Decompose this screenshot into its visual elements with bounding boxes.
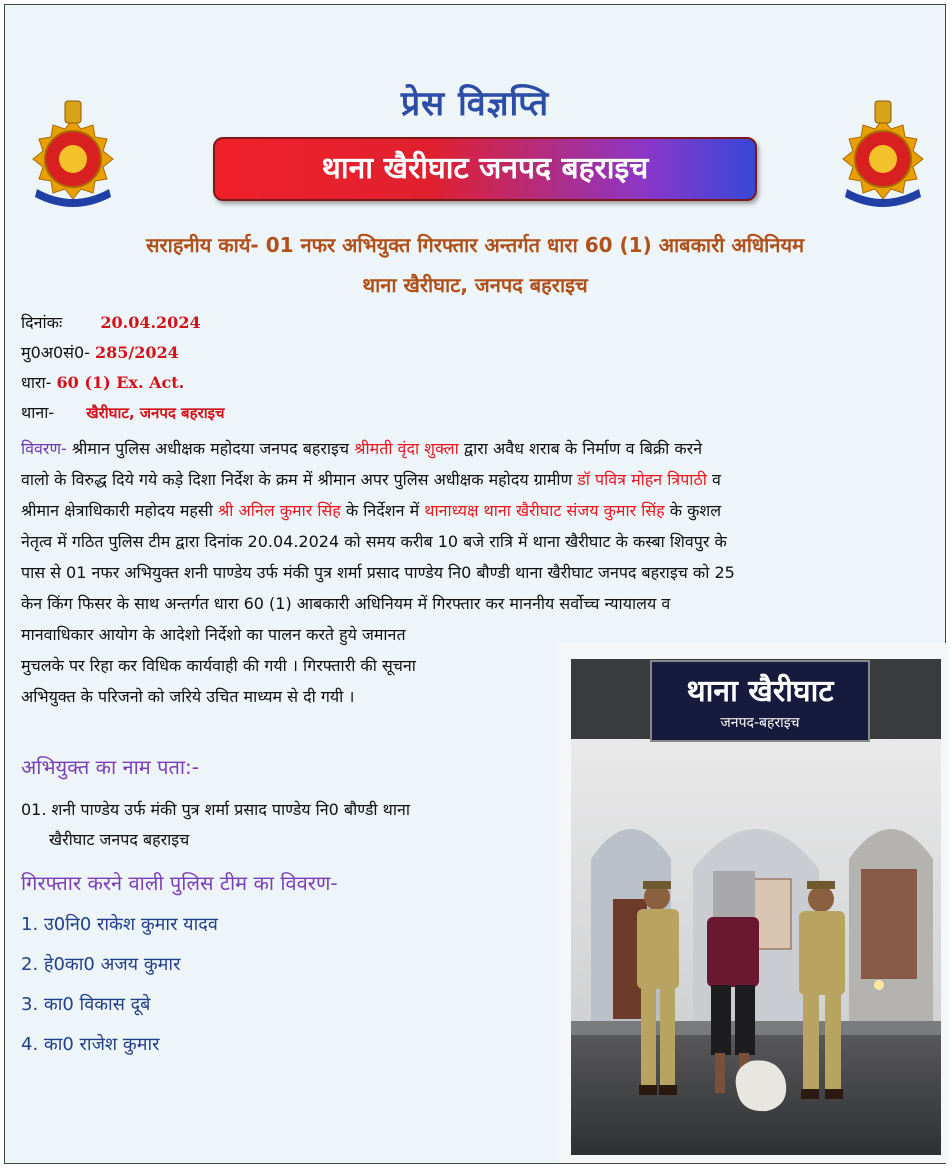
team-member: 3. का0 विकास दूबे [21,994,151,1015]
accused-address: खैरीघाट जनपद बहराइच [49,830,190,849]
description-text: व [706,470,721,489]
description-line [21,433,943,464]
team-heading: गिरफ्तार करने वाली पुलिस टीम का विवरण- [21,871,338,895]
description-line: केन किंग फिसर के साथ अन्तर्गत धारा 60 (1) आबकारी अधिनियम में गिरफ्तार कर माननीय सर्वोच्च न्यायालय व [21,594,671,613]
police-station-banner: थाना खैरीघाट जनपद बहराइच [213,137,757,201]
date-label: दिनांकः [21,313,63,332]
description-text: वालो के विरुद्ध दिये गये कड़े दिशा निर्देश के क्रम में श्रीमान अपर पुलिस अधीक्षक महोदय ग्रामीण [21,470,578,489]
accused-heading: अभियुक्त का नाम पता:- [21,755,199,779]
description-text: श्रीमान क्षेत्राधिकारी महोदय महसी [21,501,218,520]
description-text: द्वारा अवैध शराब के निर्माण व बिक्री करने [458,439,703,458]
team-member: 4. का0 राजेश कुमार [21,1034,160,1055]
sp-name: श्रीमती वृंदा शुक्ला [354,439,459,458]
description-line: पास से 01 नफर अभियुक्त शनी पाण्डेय उर्फ मंकी पुत्र शर्मा प्रसाद पाण्डेय नि0 बौण्डी थाना खैरीघाट जनपद बहराइच को 25 [21,563,735,582]
description-text: श्रीमान पुलिस अधीक्षक महोदया जनपद बहराइच [66,439,355,458]
press-release-title: प्रेस विज्ञप्ति [400,84,550,124]
description-line [21,495,943,526]
section-row [21,371,184,393]
date-value: 20.04.2024 [100,313,201,332]
accused-number: 01. [21,800,47,819]
police-station-photo [571,659,941,1155]
accused-entry [21,795,410,855]
station-value: खैरीघाट, जनपद बहराइच [86,404,225,422]
section-value: 60 (1) Ex. Act. [56,373,185,392]
arrest-photo [571,659,941,1155]
date-row [21,311,201,333]
station-row [21,401,224,423]
description-label: विवरण- [21,439,67,458]
achievement-headline: सराहनीय कार्य- 01 नफर अभियुक्त गिरफ्तार अन्तर्गत धारा 60 (1) आबकारी अधिनियम [145,233,805,257]
sign-title: थाना खैरीघाट [686,674,834,709]
co-name: श्री अनिल कुमार सिंह [217,501,341,520]
station-subheading: थाना खैरीघाट, जनपद बहराइच [362,273,588,297]
description-line: नेतृत्व में गठित पुलिस टीम द्वारा दिनांक 20.04.2024 को समय करीब 10 बजे रात्रि में थाना खैरीघाट के कस्बा शिवपुर के [21,532,727,551]
description-line: मानवाधिकार आयोग के आदेशो निर्देशो का पालन करते हुये जमानत [21,625,406,644]
description-line: अभियुक्त के परिजनो को जरिये उचित माध्यम से दी गयी । [21,687,355,706]
asp-name: डॉ पवित्र मोहन त्रिपाठी [577,470,707,489]
sign-subtitle: जनपद-बहराइच [720,715,800,731]
description-text: के कुशल [664,501,722,520]
team-list [21,905,218,1065]
case-number-value: 285/2024 [95,343,179,362]
station-label: थाना- [21,403,55,422]
sho-name: थानाध्यक्ष थाना खैरीघाट संजय कुमार सिंह [424,501,665,520]
arrest-photo-frame [559,643,949,1163]
case-number-label: मु0अ0सं0- [21,343,90,362]
team-member: 1. उ0नि0 राकेश कुमार यादव [21,914,218,935]
description-text: के निर्देशन में [340,501,425,520]
accused-details: शनी पाण्डेय उर्फ मंकी पुत्र शर्मा प्रसाद पाण्डेय नि0 बौण्डी थाना [51,800,411,819]
description-line [21,464,943,495]
description-line: मुचलके पर रिहा कर विधिक कार्यवाही की गयी । गिरफ्तारी की सूचना [21,656,416,675]
case-number-row [21,341,179,363]
section-label: धारा- [21,373,52,392]
team-member: 2. हे0का0 अजय कुमार [21,954,181,975]
